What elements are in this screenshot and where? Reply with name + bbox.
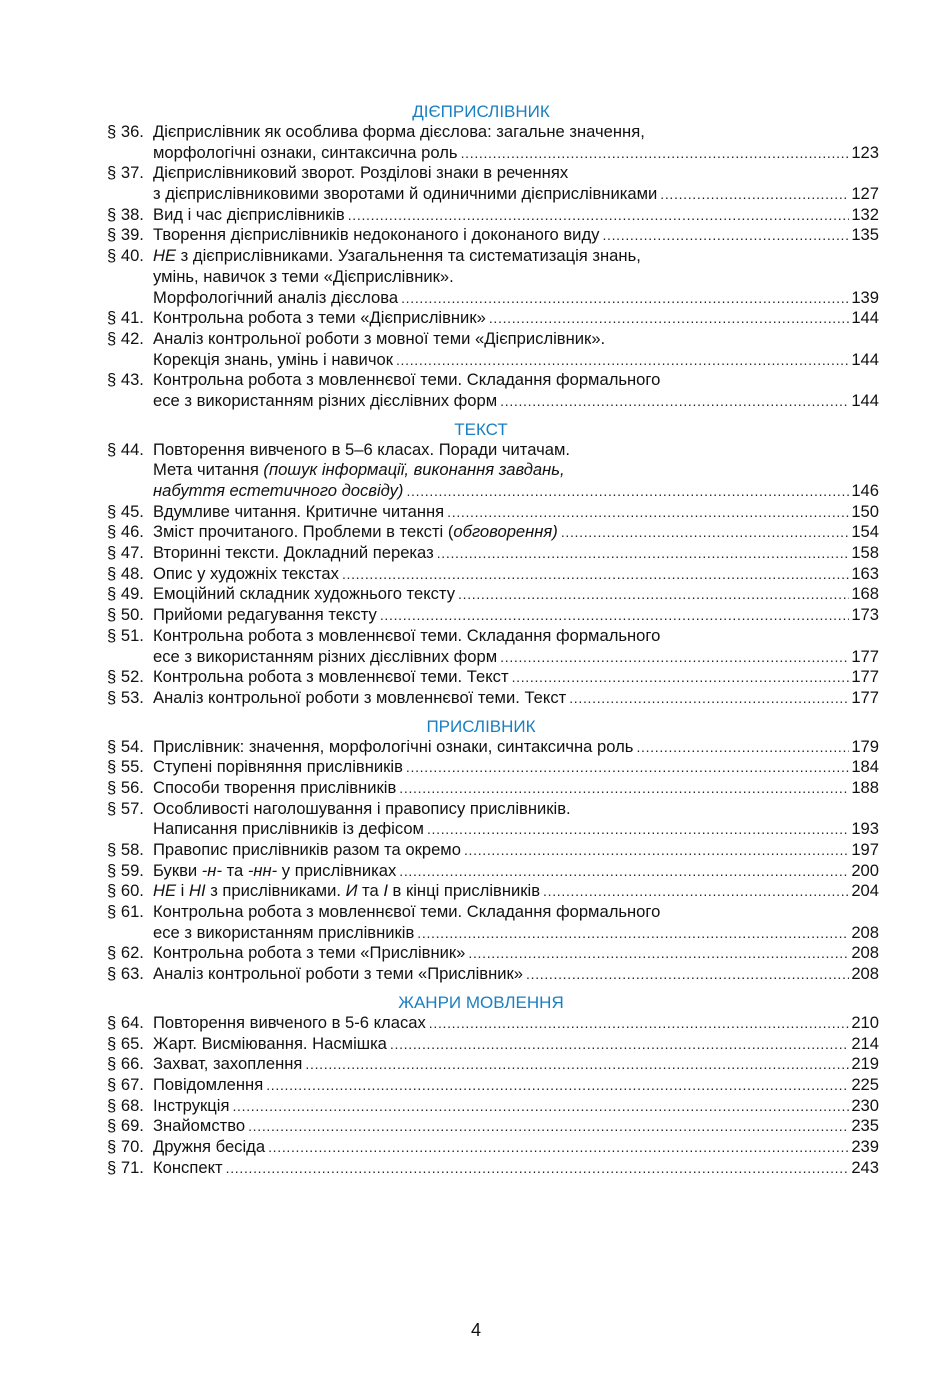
toc-entry[interactable] [0, 329, 952, 370]
dot-leader [266, 1075, 849, 1096]
toc-entry[interactable] [0, 1158, 952, 1179]
entry-title: НЕ і НІ з прислівниками. И та І в кінці прислівників [153, 881, 541, 901]
entry-title: Аналіз контрольної роботи з мовної теми «Дієприслівник». [153, 328, 606, 348]
toc-entry[interactable] [0, 370, 952, 411]
dot-leader [464, 840, 849, 861]
toc-entry[interactable] [0, 440, 952, 502]
entry-number: § 50. [107, 605, 144, 625]
entry-title: Конспект [153, 1157, 223, 1177]
page-ref: 200 [851, 860, 879, 880]
entry-number: § 46. [107, 522, 144, 542]
page-ref: 239 [851, 1136, 879, 1156]
dot-leader [458, 584, 849, 605]
dot-leader [660, 184, 849, 205]
entry-title: Морфологічний аналіз дієслова [153, 287, 399, 307]
dot-leader [342, 564, 849, 585]
dot-leader [399, 861, 849, 882]
toc-entry[interactable] [0, 605, 952, 626]
entry-title: Емоційний складник художнього тексту [153, 584, 456, 604]
page-ref: 158 [851, 543, 879, 563]
toc-entry[interactable] [0, 502, 952, 523]
section-title: ДІЄПРИСЛІВНИК [412, 102, 550, 121]
entry-title: Контрольна робота з теми «Прислівник» [153, 943, 466, 963]
dot-leader [461, 143, 850, 164]
entry-title: Творення дієприслівників недоконаного і доконаного виду [153, 225, 600, 245]
entry-number: § 63. [107, 964, 144, 984]
table-of-contents [0, 100, 952, 1178]
dot-leader [468, 943, 849, 964]
page-ref: 230 [851, 1095, 879, 1115]
toc-entry[interactable] [0, 225, 952, 246]
entry-title: Вторинні тексти. Докладний переказ [153, 543, 434, 563]
dot-leader [226, 1158, 850, 1179]
dot-leader [348, 205, 850, 226]
entry-number: § 62. [107, 943, 144, 963]
toc-entry[interactable] [0, 205, 952, 226]
entry-number: § 54. [107, 736, 144, 756]
dot-leader [636, 737, 849, 758]
toc-entry[interactable] [0, 1054, 952, 1075]
entry-number: § 47. [107, 543, 144, 563]
toc-entry[interactable] [0, 543, 952, 564]
entry-number: § 65. [107, 1033, 144, 1053]
entry-title: Прислівник: значення, морфологічні ознаки, синтаксична роль [153, 736, 634, 756]
toc-entry[interactable] [0, 757, 952, 778]
toc-entry[interactable] [0, 1013, 952, 1034]
entry-title: Захват, захоплення [153, 1054, 303, 1074]
dot-leader [526, 964, 849, 985]
toc-entry[interactable] [0, 943, 952, 964]
page-ref: 197 [851, 840, 879, 859]
entry-title: НЕ з дієприслівниками. Узагальнення та систематизація знань, [153, 246, 641, 266]
page-ref: 177 [851, 687, 879, 707]
dot-leader [305, 1054, 849, 1075]
toc-entry[interactable] [0, 584, 952, 605]
dot-leader [602, 225, 849, 246]
toc-entry[interactable] [0, 737, 952, 758]
entry-number: § 49. [107, 584, 144, 604]
entry-number: § 56. [107, 777, 144, 797]
entry-title: Повторення вивченого в 5–6 класах. Поради читачам. [153, 439, 570, 459]
dot-leader [232, 1096, 849, 1117]
entry-title: Жарт. Висміювання. Насмішка [153, 1033, 387, 1053]
entry-number: § 68. [107, 1095, 144, 1115]
page-ref: 204 [851, 881, 879, 901]
entry-title: Контрольна робота з мовленнєвої теми. Текст [153, 667, 509, 687]
entry-title: Мета читання (пошук інформації, виконання завдань, [153, 460, 565, 480]
toc-entry[interactable] [0, 778, 952, 799]
entry-number: § 45. [107, 501, 144, 521]
entry-title: умінь, навичок з теми «Дієприслівник». [153, 266, 454, 286]
entry-number: § 71. [107, 1157, 144, 1177]
toc-entry[interactable] [0, 246, 952, 308]
page-ref: 214 [851, 1033, 879, 1053]
entry-number: § 37. [107, 163, 144, 183]
dot-leader [268, 1137, 849, 1158]
toc-entry[interactable] [0, 964, 952, 985]
entry-title: Прийоми редагування тексту [153, 605, 377, 625]
entry-title: Контрольна робота з мовленнєвої теми. Складання формального [153, 370, 661, 390]
entry-title: Дієприслівник як особлива форма дієслова: загальне значення, [153, 122, 645, 141]
toc-entry[interactable] [0, 564, 952, 585]
page-number: 4 [470, 1320, 481, 1340]
toc-entry[interactable] [0, 1116, 952, 1137]
entry-title: Дружня бесіда [153, 1136, 266, 1156]
toc-entry[interactable] [0, 122, 952, 163]
page-ref: 146 [851, 481, 879, 500]
entry-title: есе з використанням різних дієслівних форм [153, 390, 498, 410]
page-ref: 144 [851, 308, 879, 328]
toc-entry[interactable] [0, 626, 952, 667]
page-ref: 144 [851, 390, 879, 410]
entry-title: есе з використанням прислівників [153, 922, 415, 942]
entry-number: § 64. [107, 1012, 144, 1032]
toc-entry[interactable] [0, 308, 952, 329]
page-ref: 127 [851, 184, 879, 204]
entry-number: § 40. [107, 246, 144, 266]
entry-title: Особливості наголошування і правопису прислівників. [153, 798, 571, 818]
entry-title: набуття естетичного досвіду) [153, 481, 404, 500]
entry-title: Опис у художніх текстах [153, 563, 339, 583]
entry-title: есе з використанням різних дієслівних форм [153, 646, 498, 666]
entry-title: Вид і час дієприслівників [153, 204, 345, 224]
entry-number: § 36. [107, 122, 144, 141]
section-title: ТЕКСТ [454, 419, 508, 439]
dot-leader [512, 667, 850, 688]
entry-title: Ступені порівняння прислівників [153, 757, 403, 777]
toc-entry[interactable] [0, 840, 952, 861]
entry-title: Аналіз контрольної роботи з теми «Прислівник» [153, 964, 524, 984]
page-ref: 210 [851, 1012, 879, 1032]
entry-title: з дієприслівниковими зворотами й одиничними дієприслівниками [153, 184, 658, 204]
entry-number: § 48. [107, 563, 144, 583]
dot-leader [561, 522, 850, 543]
entry-title: Написання прислівників із дефісом [153, 819, 424, 839]
dot-leader [401, 288, 849, 309]
entry-title: Правопис прислівників разом та окремо [153, 840, 461, 859]
toc-entry[interactable] [0, 861, 952, 882]
entry-number: § 39. [107, 225, 144, 245]
page-ref: 243 [851, 1157, 879, 1177]
entry-title: Контрольна робота з теми «Дієприслівник» [153, 308, 486, 328]
entry-title: Аналіз контрольної роботи з мовленнєвої теми. Текст [153, 687, 567, 707]
toc-entry[interactable] [0, 1075, 952, 1096]
entry-number: § 59. [107, 860, 144, 880]
entry-title: Контрольна робота з мовленнєвої теми. Складання формального [153, 902, 661, 922]
toc-entry[interactable] [0, 902, 952, 943]
entry-title: Повторення вивченого в 5-6 класах [153, 1012, 426, 1032]
page-ref: 208 [851, 964, 879, 984]
page-ref: 219 [851, 1054, 879, 1074]
entry-title: морфологічні ознаки, синтаксична роль [153, 142, 458, 162]
page-ref: 168 [851, 584, 879, 604]
entry-number: § 52. [107, 667, 144, 687]
toc-entry[interactable] [0, 1096, 952, 1117]
page-ref: 173 [851, 605, 879, 625]
entry-title: Букви -н- та -нн- у прислівниках [153, 860, 397, 880]
entry-title: Контрольна робота з мовленнєвої теми. Складання формального [153, 625, 661, 645]
page-ref: 135 [851, 225, 879, 245]
page-ref: 123 [851, 142, 879, 162]
dot-leader [500, 647, 849, 668]
dot-leader [427, 819, 849, 840]
toc-entry[interactable] [0, 667, 952, 688]
page-ref: 184 [851, 757, 879, 777]
page-ref: 132 [851, 204, 879, 224]
dot-leader [569, 688, 849, 709]
section-title: ЖАНРИ МОВЛЕННЯ [398, 992, 564, 1012]
entry-number: § 43. [107, 370, 144, 390]
entry-title: Вдумливе читання. Критичне читання [153, 501, 445, 521]
page-ref: 139 [851, 287, 879, 307]
page-ref: 225 [851, 1074, 879, 1094]
entry-number: § 44. [107, 439, 144, 459]
entry-number: § 58. [107, 840, 144, 859]
page-ref: 188 [851, 777, 879, 797]
entry-number: § 41. [107, 308, 144, 328]
entry-number: § 53. [107, 687, 144, 707]
dot-leader [406, 757, 849, 778]
page-ref: 177 [851, 646, 879, 666]
entry-number: § 60. [107, 881, 144, 901]
page-ref: 163 [851, 563, 879, 583]
page-ref: 154 [851, 522, 879, 542]
dot-leader [489, 308, 849, 329]
toc-entry[interactable] [0, 881, 952, 902]
toc-entry[interactable] [0, 163, 952, 204]
entry-number: § 57. [107, 798, 144, 818]
section-title: ПРИСЛІВНИК [426, 716, 536, 736]
entry-number: § 61. [107, 902, 144, 922]
page-ref: 208 [851, 922, 879, 942]
page-ref: 208 [851, 943, 879, 963]
toc-entry[interactable] [0, 522, 952, 543]
page-ref: 177 [851, 667, 879, 687]
page-ref: 179 [851, 736, 879, 756]
dot-leader [248, 1116, 849, 1137]
page-ref: 150 [851, 501, 879, 521]
dot-leader [399, 778, 849, 799]
entry-title: Знайомство [153, 1116, 246, 1136]
entry-number: § 69. [107, 1116, 144, 1136]
entry-number: § 42. [107, 328, 144, 348]
entry-number: § 66. [107, 1054, 144, 1074]
dot-leader [406, 481, 849, 502]
entry-number: § 55. [107, 757, 144, 777]
page-ref: 193 [851, 819, 879, 839]
entry-title: Способи творення прислівників [153, 777, 397, 797]
dot-leader [543, 881, 849, 902]
page-ref: 144 [851, 349, 879, 369]
entry-title: Дієприслівниковий зворот. Розділові знаки в реченнях [153, 163, 569, 183]
dot-leader [429, 1013, 850, 1034]
dot-leader [390, 1034, 849, 1055]
dot-leader [437, 543, 850, 564]
toc-entry[interactable] [0, 1137, 952, 1158]
entry-number: § 67. [107, 1074, 144, 1094]
toc-entry[interactable] [0, 1034, 952, 1055]
page-ref: 235 [851, 1116, 879, 1136]
entry-title: Зміст прочитаного. Проблеми в тексті (обговорення) [153, 522, 558, 542]
entry-number: § 70. [107, 1136, 144, 1156]
entry-title: Корекція знань, умінь і навичок [153, 349, 393, 369]
toc-entry[interactable] [0, 799, 952, 840]
dot-leader [396, 350, 849, 371]
toc-entry[interactable] [0, 688, 952, 709]
dot-leader [447, 502, 849, 523]
dot-leader [500, 391, 849, 412]
entry-number: § 51. [107, 625, 144, 645]
dot-leader [417, 923, 849, 944]
entry-title: Інструкція [153, 1095, 230, 1115]
entry-number: § 38. [107, 204, 144, 224]
entry-title: Повідомлення [153, 1074, 264, 1094]
dot-leader [380, 605, 849, 626]
